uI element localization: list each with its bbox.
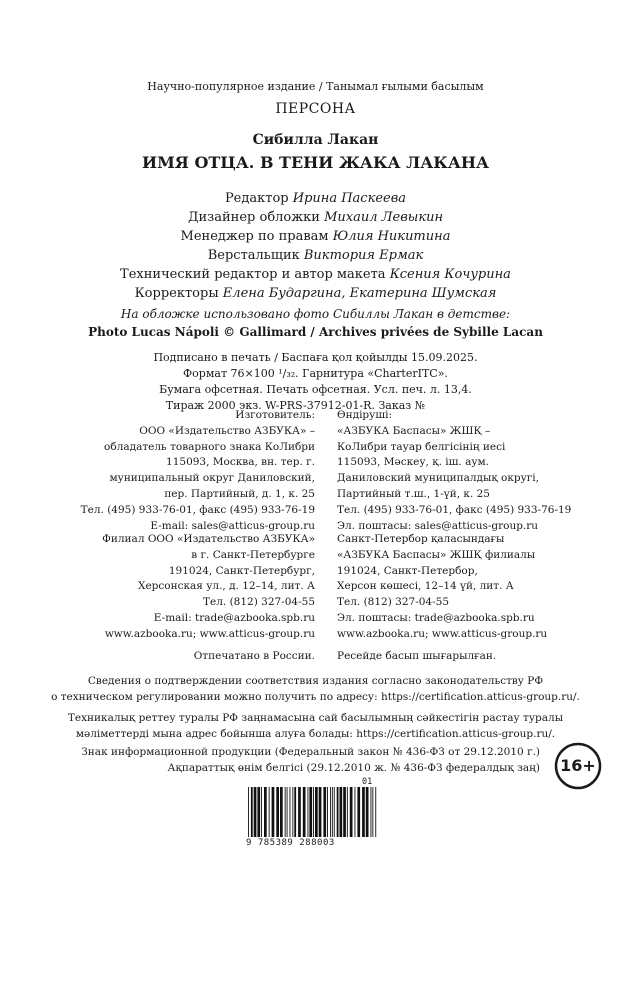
compliance-kz: [0, 711, 631, 742]
barcode-bar: [319, 787, 322, 837]
text-line: Херсонская ул., д. 12–14, лит. А: [137, 580, 315, 593]
barcode-digits: 9 785389 288003: [246, 838, 335, 848]
barcode-bar: [303, 787, 306, 837]
text-line: Даниловский муниципалдық округі,: [337, 472, 539, 485]
barcode-bar: [285, 787, 286, 837]
barcode-bar: [375, 787, 376, 837]
text-line: Тел. (495) 933-76-01, факс (495) 933-76-19: [80, 503, 315, 516]
barcode-bar: [251, 787, 253, 837]
manufacturer-kz: [337, 408, 607, 534]
text-line: Партийный т.ш., 1-үй, к. 25: [337, 487, 490, 500]
age-rating-label: 16+: [560, 756, 596, 775]
text-line: Өндіруші:: [337, 409, 392, 421]
barcode-bar: [350, 787, 353, 837]
text-line: Тел. (812) 327-04-55: [203, 596, 315, 609]
barcode-bar: [280, 787, 283, 837]
text-line: 115093, Мәскеу, қ. іш. аум.: [337, 456, 490, 469]
text-line: E-mail: trade@azbooka.spb.ru: [153, 611, 315, 624]
printed-ru: Отпечатано в России.: [193, 650, 315, 662]
text-line: КоЛибри тауар белгісінің иесі: [337, 440, 506, 453]
text-line: обладатель товарного знака КоЛибри: [104, 440, 315, 453]
age-rating-badge: [553, 741, 603, 791]
series-name: ПЕРСОНА: [275, 101, 356, 117]
barcode-suffix: 01: [362, 777, 373, 787]
text-line: «АЗБУКА Баспасы» ЖШҚ филиалы: [337, 548, 536, 561]
barcode-bar: [343, 787, 346, 837]
text-line: Херсон көшесі, 12–14 үй, лит. А: [337, 580, 514, 593]
barcode-bar: [309, 787, 312, 837]
barcode-bar: [337, 787, 339, 837]
info-mark-ru: Знак информационной продукции (Федеральный закон № 436-ФЗ от 29.12.2010 г.): [81, 746, 540, 758]
text-line: Техникалық реттеу туралы РФ заңнамасына сай басылымның сәйкестігін растау туралы: [67, 712, 564, 724]
manufacturer-ru: [55, 408, 315, 534]
credit-line: Корректоры Елена Бударгина, Екатерина Шумская: [134, 286, 497, 301]
barcode-bar: [248, 787, 249, 837]
text-line: E-mail: sales@atticus-group.ru: [150, 519, 315, 532]
text-line: Эл. поштасы: sales@atticus-group.ru: [337, 519, 539, 532]
barcode-bar: [366, 787, 369, 837]
barcode-bar: [347, 787, 348, 837]
branch-ru: [55, 532, 315, 627]
barcode-bar: [357, 787, 360, 837]
barcode-bar: [313, 787, 314, 837]
credit-line: Редактор Ирина Паскеева: [224, 191, 407, 206]
text-line: Сведения о подтверждении соответствия издания согласно законодательству РФ: [87, 675, 544, 687]
book-title: ИМЯ ОТЦА. В ТЕНИ ЖАКА ЛАКАНА: [141, 153, 490, 172]
barcode-bar: [371, 787, 372, 837]
barcode-bar: [315, 787, 318, 837]
barcode-bar: [327, 787, 328, 837]
barcode-bar: [269, 787, 270, 837]
website-kz: www.azbooka.ru; www.atticus-group.ru: [337, 628, 548, 640]
barcode-bar: [254, 787, 257, 837]
credit-line: Технический редактор и автор макета Ксения Кочурина: [120, 267, 511, 282]
info-mark: [20, 745, 540, 776]
text-line: Филиал ООО «Издательство АЗБУКА»: [102, 533, 315, 545]
edition-type: Научно-популярное издание / Танымал ғылыми басылым: [147, 80, 484, 93]
text-line: мәліметтерді мына адрес бойынша алуға болады: https://certification.atticus-group.ru/.: [75, 727, 556, 740]
barcode-bar: [334, 787, 335, 837]
text-line: Тел. (812) 327-04-55: [337, 596, 449, 609]
credit-line: Дизайнер обложки Михаил Левыкин: [187, 210, 444, 225]
barcode-bar: [323, 787, 326, 837]
text-line: «АЗБУКА Баспасы» ЖШҚ –: [337, 424, 491, 437]
branch-kz: [337, 532, 607, 627]
compliance-ru: [0, 674, 631, 705]
photo-credit: Photo Lucas Nápoli © Gallimard / Archives privées de Sybille Lacan: [88, 325, 543, 339]
website-ru: www.azbooka.ru; www.atticus-group.ru: [104, 628, 315, 640]
run-line: Тираж 2000 экз. W-PRS-37912-01-R. Заказ №: [165, 399, 426, 412]
text-line: 191024, Санкт-Петербург,: [168, 564, 315, 577]
barcode-bar: [272, 787, 275, 837]
barcode-bar: [372, 787, 373, 837]
barcode-bar: [330, 787, 331, 837]
text-line: о техническом регулировании можно получить по адресу: https://certification.atticus-group.ru/.: [51, 690, 580, 703]
text-line: Эл. поштасы: trade@azbooka.spb.ru: [337, 611, 535, 624]
barcode-bar: [340, 787, 343, 837]
text-line: Изготовитель:: [235, 409, 315, 421]
format-line: Формат 76×100 ¹/₃₂. Гарнитура «CharterITC».: [183, 367, 448, 380]
text-line: пер. Партийный, д. 1, к. 25: [164, 487, 315, 500]
barcode-bar: [294, 787, 296, 837]
credits-block: [0, 189, 631, 303]
barcode-bar: [290, 787, 291, 837]
text-line: Тел. (495) 933-76-01, факс (495) 933-76-19: [337, 503, 572, 516]
barcode-bar: [264, 787, 267, 837]
barcode-bar: [298, 787, 301, 837]
credit-line: Менеджер по правам Юлия Никитина: [180, 229, 451, 244]
barcode-bar: [355, 787, 356, 837]
text-line: 191024, Санкт-Петербор,: [337, 564, 478, 577]
barcode-bar: [332, 787, 333, 837]
info-mark-kz: Ақпараттық өнім белгісі (29.12.2010 ж. № 436-ФЗ федералдық заң): [167, 761, 540, 774]
barcode-bar: [276, 787, 279, 837]
text-line: 115093, Москва, вн. тер. г.: [166, 456, 315, 469]
barcode-bar: [308, 787, 309, 837]
paper-line: Бумага офсетная. Печать офсетная. Усл. печ. л. 13,4.: [159, 383, 472, 396]
printed-kz: Ресейде басып шығарылған.: [337, 650, 497, 662]
text-line: муниципальный округ Даниловский,: [109, 472, 315, 485]
print-info: [0, 350, 631, 414]
barcode-bar: [261, 787, 262, 837]
book-author: Сибилла Лакан: [252, 132, 379, 148]
barcode-bar: [257, 787, 260, 837]
cover-note-block: [0, 305, 631, 341]
barcode-bar: [287, 787, 288, 837]
cover-note: На обложке использовано фото Сибиллы Лакан в детстве:: [120, 307, 511, 321]
barcode-bar: [292, 787, 293, 837]
barcode-bar: [362, 787, 365, 837]
signed-date: Подписано в печать / Баспаға қол қойылды 15.09.2025.: [153, 351, 478, 364]
text-line: ООО «Издательство АЗБУКА» –: [139, 424, 315, 437]
credit-line: Верстальщик Виктория Ермак: [207, 248, 424, 263]
text-line: Санкт-Петербор қаласындағы: [337, 533, 505, 545]
text-line: в г. Санкт-Петербурге: [191, 548, 315, 561]
